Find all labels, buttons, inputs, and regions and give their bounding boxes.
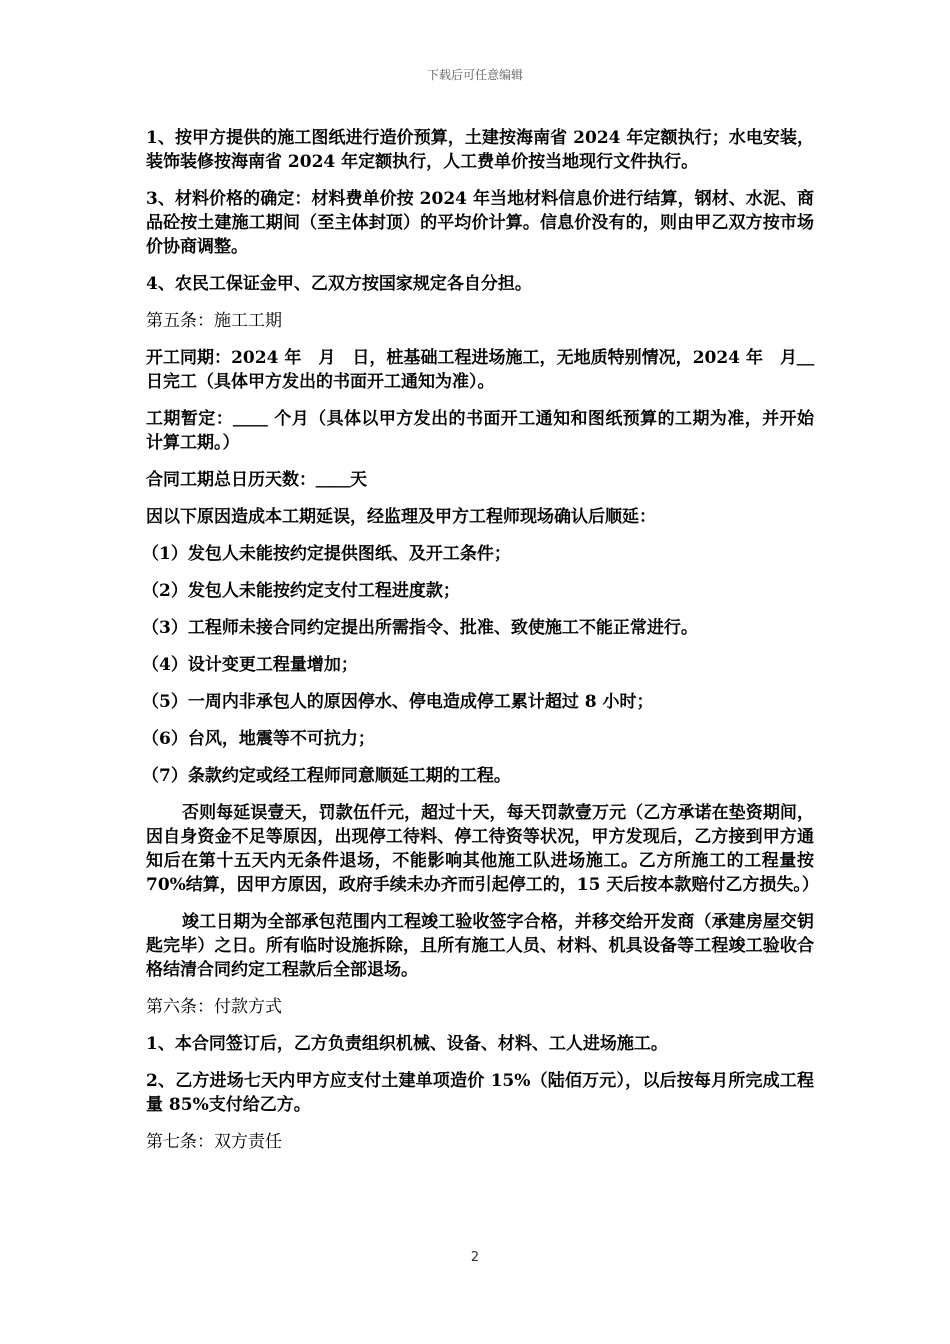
- paragraph-pricing-basis: 1、按甲方提供的施工图纸进行造价预算，土建按海南省 2024 年定额执行；水电安装，装饰装修按海南省 2024 年定额执行，人工费单价按当地现行文件执行。: [146, 128, 814, 172]
- list-item: （2）发包人未能按约定支付工程进度款；: [142, 581, 460, 601]
- list-item: （1）发包人未能按约定提供图纸、及开工条件；: [142, 544, 511, 564]
- paragraph-total-days: 合同工期总日历天数：＿＿天: [146, 470, 367, 490]
- page-header: 下载后可任意编辑: [426, 68, 523, 82]
- paragraph-payment-2: 2、乙方进场七天内甲方应支付土建单项造价 15%（陆佰万元），以后按每月所完成工程量 85%支付给乙方。: [146, 1071, 814, 1115]
- paragraph-completion-date: 竣工日期为全部承包范围内工程竣工验收签字合格，并移交给开发商（承建房屋交钥匙完毕）之日。所有临时设施拆除，且所有施工人员、材料、机具设备等工程竣工验收合格结清合同约定工程款后全部退场。: [146, 912, 814, 980]
- section-heading-schedule: 第五条：施工工期: [146, 311, 282, 331]
- list-item: （6）台风，地震等不可抗力；: [142, 729, 375, 749]
- paragraph-material-price: 3、材料价格的确定：材料费单价按 2024 年当地材料信息价进行结算，钢材、水泥、商品砼按土建施工期间（至主体封顶）的平均价计算。信息价没有的，则由甲乙双方按市场价协商调整。: [146, 189, 814, 257]
- list-item: （7）条款约定或经工程师同意顺延工期的工程。: [142, 766, 511, 786]
- section-heading-payment: 第六条：付款方式: [146, 997, 282, 1017]
- list-item: （4）设计变更工程量增加；: [142, 655, 358, 675]
- list-item: （3）工程师未接合同约定提出所需指令、批准、致使施工不能正常进行。: [142, 618, 698, 638]
- list-item: （5）一周内非承包人的原因停水、停电造成停工累计超过 8 小时；: [142, 692, 654, 712]
- paragraph-start-date: 开工同期：2024 年 月 日，桩基础工程进场施工，无地质特别情况，2024 年 月＿日完工（具体甲方发出的书面开工通知为准）。: [146, 348, 814, 392]
- paragraph-delay-reasons: 因以下原因造成本工期延误，经监理及甲方工程师现场确认后顺延：: [146, 507, 656, 527]
- section-heading-responsibilities: 第七条：双方责任: [146, 1132, 282, 1152]
- paragraph-worker-deposit: 4、农民工保证金甲、乙双方按国家规定各自分担。: [146, 274, 532, 294]
- paragraph-penalty: 否则每延误壹天，罚款伍仟元，超过十天，每天罚款壹万元（乙方承诺在垫资期间，因自身资金不足等原因，出现停工待料、停工待资等状况，甲方发现后，乙方接到甲方通知后在第十五天内无条件退场，不能影响其他施工队进场施工。乙方所施工的工程量按 70%结算，因甲方原因，政府手续未办齐而引起停工的，15 天后按本款赔付乙方损失。）: [146, 803, 819, 895]
- page-number: 2: [470, 1250, 480, 1265]
- paragraph-duration: 工期暂定：＿＿ 个月（具体以甲方发出的书面开工通知和图纸预算的工期为准，并开始计算工期。）: [146, 409, 814, 453]
- paragraph-payment-1: 1、本合同签订后，乙方负责组织机械、设备、材料、工人进场施工。: [146, 1034, 668, 1054]
- document-body: [142, 126, 819, 1167]
